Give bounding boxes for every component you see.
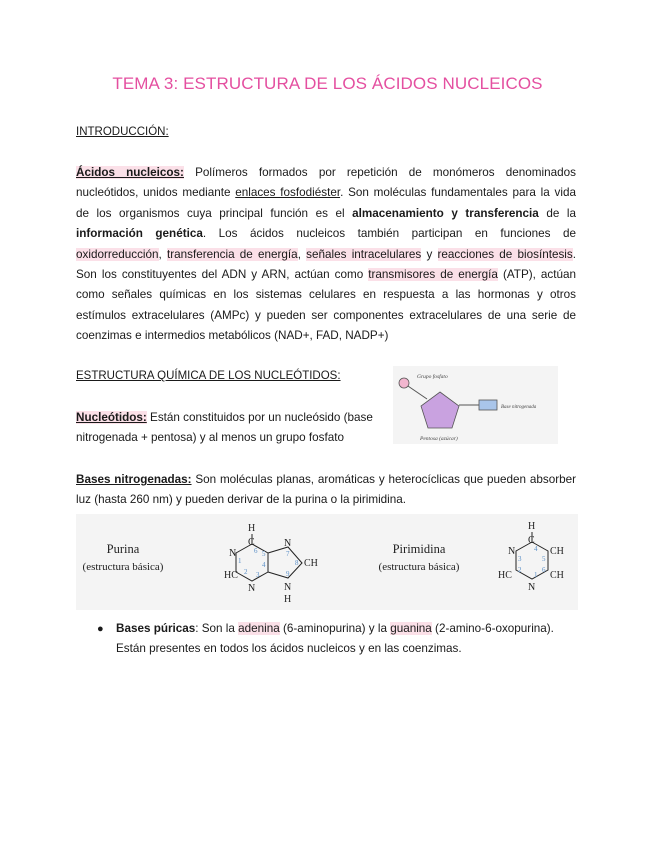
intro-bold-1: almacenamiento y transferencia <box>352 206 539 220</box>
purine-atom-ch8: CH <box>304 558 318 569</box>
bullet-highlight-guanina: guanina <box>390 622 432 635</box>
intro-text-9: (ATP), actúan como señales químicas en los sistemas celulares en respuesta a las hormonas y otros estímulos extracelulares (AMPc) y pueden ser componentes extracelulares de una serie de coenzimas e intermedios metabólicos (NAD+, FAD, NADP+) <box>76 268 577 343</box>
base-label: Base nitrogenada <box>501 405 537 410</box>
purine-atom-h: H <box>248 523 256 534</box>
purine-num-6: 6 <box>254 547 258 555</box>
phosphate-circle <box>399 378 409 388</box>
page-title: TEMA 3: ESTRUCTURA DE LOS ÁCIDOS NUCLEICOS <box>112 74 543 93</box>
bullet-icon: ● <box>97 623 104 635</box>
bullet-text-2: (6-aminopurina) y la <box>279 622 391 635</box>
intro-bold-2: información genética <box>76 227 203 241</box>
pirimidina-name: Pirimidina <box>392 542 446 556</box>
intro-text-7: y <box>421 247 438 261</box>
nucleotide-diagram <box>393 366 558 444</box>
purine-atom-n7: N <box>284 538 292 549</box>
pyrimidine-num-2: 2 <box>518 566 522 574</box>
pyrimidine-atom-h: H <box>528 521 536 532</box>
purine-num-8: 8 <box>295 559 299 567</box>
purine-atom-n1: N <box>229 548 237 559</box>
pyrimidine-atom-c4: C <box>528 535 535 546</box>
intro-text-1: Polímeros formados por repetición de monómeros denominados nucleótidos, unidos mediante <box>76 166 576 200</box>
pentose-pentagon <box>421 392 459 428</box>
pyrimidine-atom-hc2: HC <box>498 570 512 581</box>
pyrimidine-num-4: 4 <box>534 545 538 553</box>
pyrimidine-num-6: 6 <box>542 566 546 574</box>
structure-heading: ESTRUCTURA QUÍMICA DE LOS NUCLEÓTIDOS: <box>76 370 341 382</box>
purine-atom-n9: N <box>284 582 292 593</box>
pyrimidine-atoms <box>498 521 564 593</box>
bases-text: Son moléculas planas, aromáticas y heterocíclicas que pueden absorber luz (hasta 260 nm) y pueden derivar de la purina o la pirimidina. <box>76 473 576 507</box>
nucleotide-diagram-svg <box>393 366 558 444</box>
bases-figure <box>76 514 578 610</box>
intro-text-5: , <box>158 247 167 261</box>
bases-paragraph <box>76 470 576 511</box>
purine-atom-c6: C <box>248 537 255 548</box>
nucleotide-paragraph <box>76 408 376 449</box>
intro-text-3: de la <box>538 206 577 220</box>
intro-heading: INTRODUCCIÓN: <box>76 126 169 138</box>
bullet-highlight-adenina: adenina <box>238 622 280 635</box>
pyrimidine-atom-ch5: CH <box>550 546 564 557</box>
nucleotide-text: Están constituidos por un nucleósido (base nitrogenada + pentosa) y al menos un grupo fosfato <box>76 411 373 445</box>
pyrimidine-atom-n1: N <box>528 582 536 593</box>
intro-text-2: . Son moléculas fundamentales para la vida de los organismos cuya principal función es el <box>76 186 576 220</box>
nucleotide-lead: Nucleótidos: <box>76 411 147 424</box>
pyrimidine-atom-ch6: CH <box>550 570 564 581</box>
purine-num-3: 3 <box>256 571 260 579</box>
purine-num-1: 1 <box>238 557 242 565</box>
pyrimidine-atom-n3: N <box>508 546 516 557</box>
pyrimidine-num-5: 5 <box>542 555 546 563</box>
bullet-lead: Bases púricas <box>116 622 196 635</box>
bullet-text-3: (2-amino-6-oxopurina). Están presentes en todos los ácidos nucleicos y en las coenzimas. <box>116 622 554 656</box>
intro-text-8: . Son los constituyentes del ADN y ARN, actúan como <box>76 247 576 282</box>
purine-num-5: 5 <box>262 550 266 558</box>
purine-atom-hc2: HC <box>224 570 238 581</box>
intro-highlight-2: transferencia de energía <box>167 247 298 261</box>
purina-subtitle: (estructura básica) <box>82 561 164 573</box>
intro-highlight-5: transmisores de energía <box>368 268 498 282</box>
pyrimidine-num-1: 1 <box>534 571 538 579</box>
intro-link-fosfodiester: enlaces fosfodiéster <box>235 186 341 200</box>
base-rectangle <box>479 400 497 410</box>
intro-paragraph <box>76 163 576 347</box>
pyrimidine-num-3: 3 <box>518 555 522 563</box>
intro-highlight-1: oxidorreducción <box>76 247 159 261</box>
purine-atom-n3: N <box>248 583 256 594</box>
purine-atom-h9: H <box>284 594 292 605</box>
purine-num-9: 9 <box>286 570 290 578</box>
intro-text-4: . Los ácidos nucleicos también participan en funciones de <box>202 227 576 241</box>
intro-lead: Ácidos nucleicos: <box>76 166 184 179</box>
intro-highlight-3: señales intracelulares <box>306 247 422 261</box>
pirimidina-subtitle: (estructura básica) <box>378 561 460 573</box>
bases-figure-svg <box>76 514 578 610</box>
phosphate-label: Grupo fosfato <box>417 374 448 380</box>
purine-num-2: 2 <box>244 568 248 576</box>
pentose-label: Pentosa (azúcar) <box>420 436 458 442</box>
purina-name: Purina <box>106 542 140 556</box>
intro-text-6: , <box>297 247 307 261</box>
bullet-text-1: : Son la <box>195 622 239 635</box>
intro-highlight-4: reacciones de biosíntesis <box>437 247 573 261</box>
bullet-text <box>116 619 576 660</box>
purine-num-7: 7 <box>286 550 290 558</box>
bases-lead: Bases nitrogenadas: <box>76 473 192 486</box>
purine-num-4: 4 <box>262 561 266 569</box>
